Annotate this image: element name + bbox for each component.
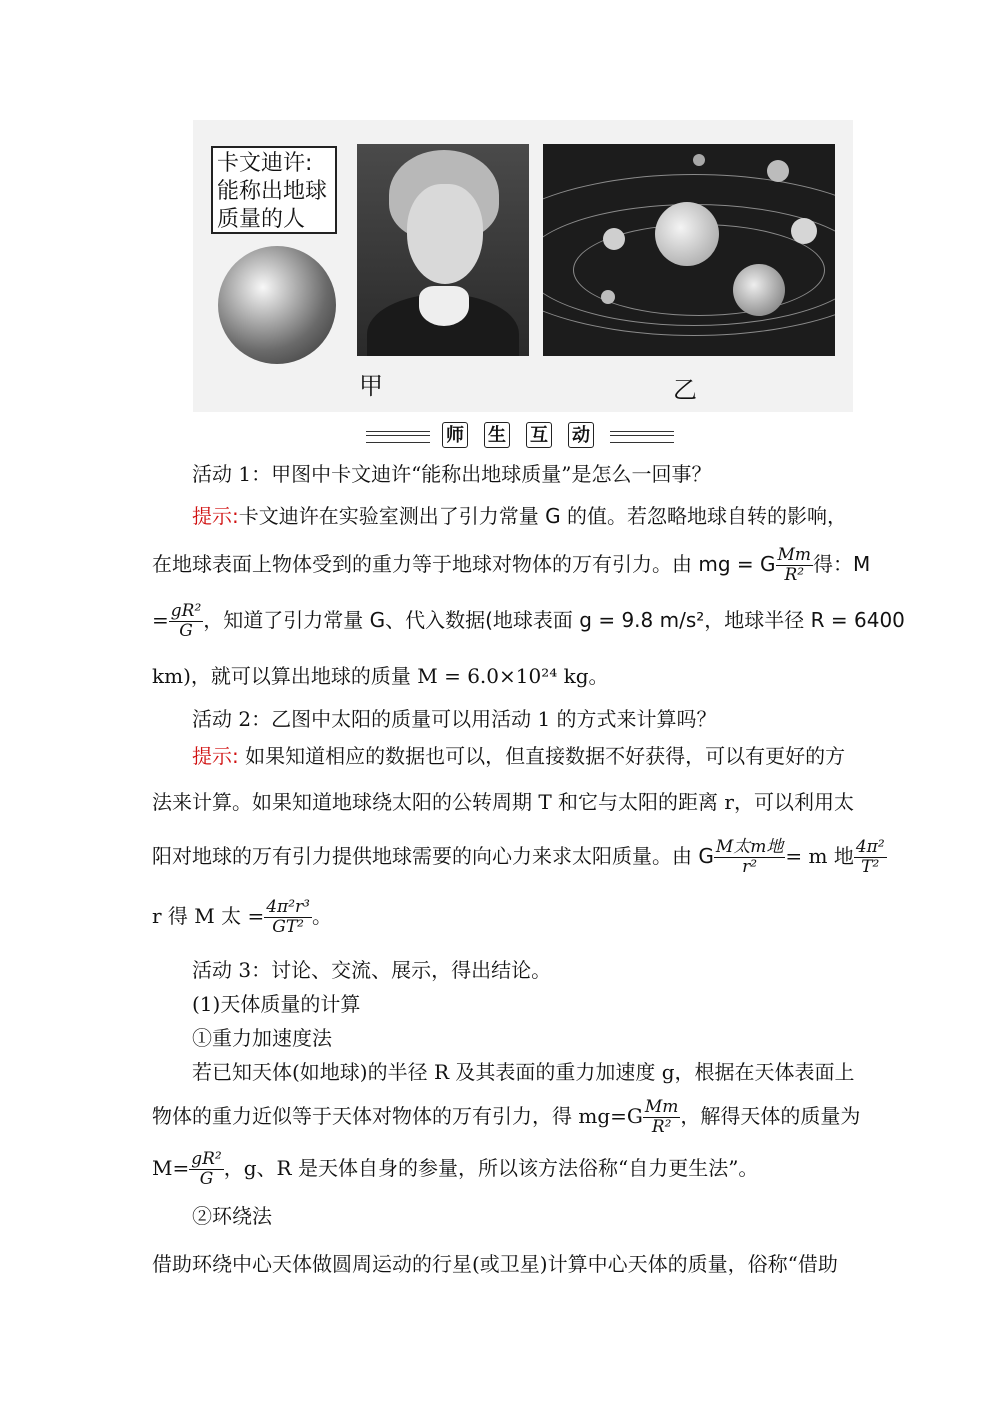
text: 得：M xyxy=(813,552,871,576)
text: 阳对地球的万有引力提供地球需要的向心力来求太阳质量。由 G xyxy=(152,844,714,868)
figure-label-yi: 乙 xyxy=(673,376,697,404)
method2-heading: ②环绕法 xyxy=(192,1204,272,1228)
method1-line3: M= $\frac{\text{gR²}}{G}$ ，g、R 是天体自身的参量，所以该方法俗称“自力更生法”。 xyxy=(152,1149,759,1189)
divider-char: 生 xyxy=(484,422,510,448)
hint-text: 如果知道相应的数据也可以，但直接数据不好获得，可以有更好的方 xyxy=(238,744,846,768)
earth-globe-image xyxy=(218,246,336,364)
caption-line: 卡文迪许: xyxy=(217,151,313,176)
divider-char: 师 xyxy=(442,422,468,448)
activity2-line4: r 得 M 太 = $\frac{\text{4π²r³}}{\text{GT²}}$ 。 xyxy=(152,897,332,937)
fraction-4pi2-t2: $\frac{\text{4π²}}{\text{T²}}$ xyxy=(855,837,885,877)
section-divider xyxy=(366,422,676,450)
activity2-line3: 阳对地球的万有引力提供地球需要的向心力来求太阳质量。由 G $\frac{\text{M太m地}}{\text{r²}}$ = m 地 $\frac{\text{4π²}}{\text{T²}}$ xyxy=(152,837,885,877)
fraction-gr2-g: $\frac{\text{gR²}}{G}$ xyxy=(170,601,202,641)
activity1-line4: km)，就可以算出地球的质量 M = 6.0×10²⁴ kg。 xyxy=(152,664,609,688)
caption-line: 质量的人 xyxy=(217,207,306,232)
text: ，知道了引力常量 G、代入数据(地球表面 g = 9.8 m/s²，地球半径 R = 6400 xyxy=(203,608,905,632)
activity2-question: 活动 2：乙图中太阳的质量可以用活动 1 的方式来计算吗？ xyxy=(192,707,717,731)
fraction-mm-r2: $\frac{Mm}{\text{R²}}$ xyxy=(644,1097,679,1137)
activity1-line2 xyxy=(152,546,870,585)
illustration xyxy=(193,120,853,412)
hint-label: 提示: xyxy=(192,504,239,528)
fraction-4pi2r3-gt2: $\frac{\text{4π²r³}}{\text{GT²}}$ xyxy=(266,897,310,937)
text: 在地球表面上物体受到的重力等于地球对物体的万有引力。由 mg = G xyxy=(152,552,776,576)
fraction-gr2-g: $\frac{\text{gR²}}{G}$ xyxy=(191,1149,222,1189)
hint-label: 提示: xyxy=(192,744,239,768)
activity2-line2: 法来计算。如果知道地球绕太阳的公转周期 T 和它与太阳的距离 r，可以利用太 xyxy=(152,790,854,814)
fraction-mtai-mdi-r2: $\frac{\text{M太m地}}{\text{r²}}$ xyxy=(715,837,784,877)
activity1-question: 活动 1：甲图中卡文迪许“能称出地球质量”是怎么一回事？ xyxy=(192,462,712,486)
caption-line: 能称出地球 xyxy=(217,179,328,204)
activity1-line3: = $\frac{\text{gR²}}{G}$ ，知道了引力常量 G、代入数据(地球表面 g = 9.8 m/s²，地球半径 R = 6400 xyxy=(152,601,905,641)
method1-heading: ①重力加速度法 xyxy=(192,1026,332,1050)
cavendish-portrait-image xyxy=(357,144,529,356)
divider-char: 动 xyxy=(568,422,594,448)
divider-char: 互 xyxy=(526,422,552,448)
method1-line1: 若已知天体(如地球)的半径 R 及其表面的重力加速度 g，根据在天体表面上 xyxy=(192,1060,855,1084)
section-heading: (1)天体质量的计算 xyxy=(192,992,361,1016)
method2-line1: 借助环绕中心天体做圆周运动的行星(或卫星)计算中心天体的质量，俗称“借助 xyxy=(152,1252,838,1276)
fraction-mm-r2: $\frac{Mm}{\text{R²}}$ xyxy=(777,545,812,585)
activity1-hint xyxy=(192,500,847,529)
hint-text: 卡文迪许在实验室测出了引力常量 G 的值。若忽略地球自转的影响， xyxy=(238,504,847,528)
method1-line2: 物体的重力近似等于天体对物体的万有引力，得 mg=G $\frac{Mm}{\text{R²}}$ ，解得天体的质量为 xyxy=(152,1097,861,1137)
caption-box xyxy=(211,146,337,234)
solar-system-image xyxy=(543,144,835,356)
activity3-intro: 活动 3：讨论、交流、展示，得出结论。 xyxy=(192,958,552,982)
figure-label-jia: 甲 xyxy=(359,372,383,400)
activity2-hint xyxy=(192,740,845,769)
